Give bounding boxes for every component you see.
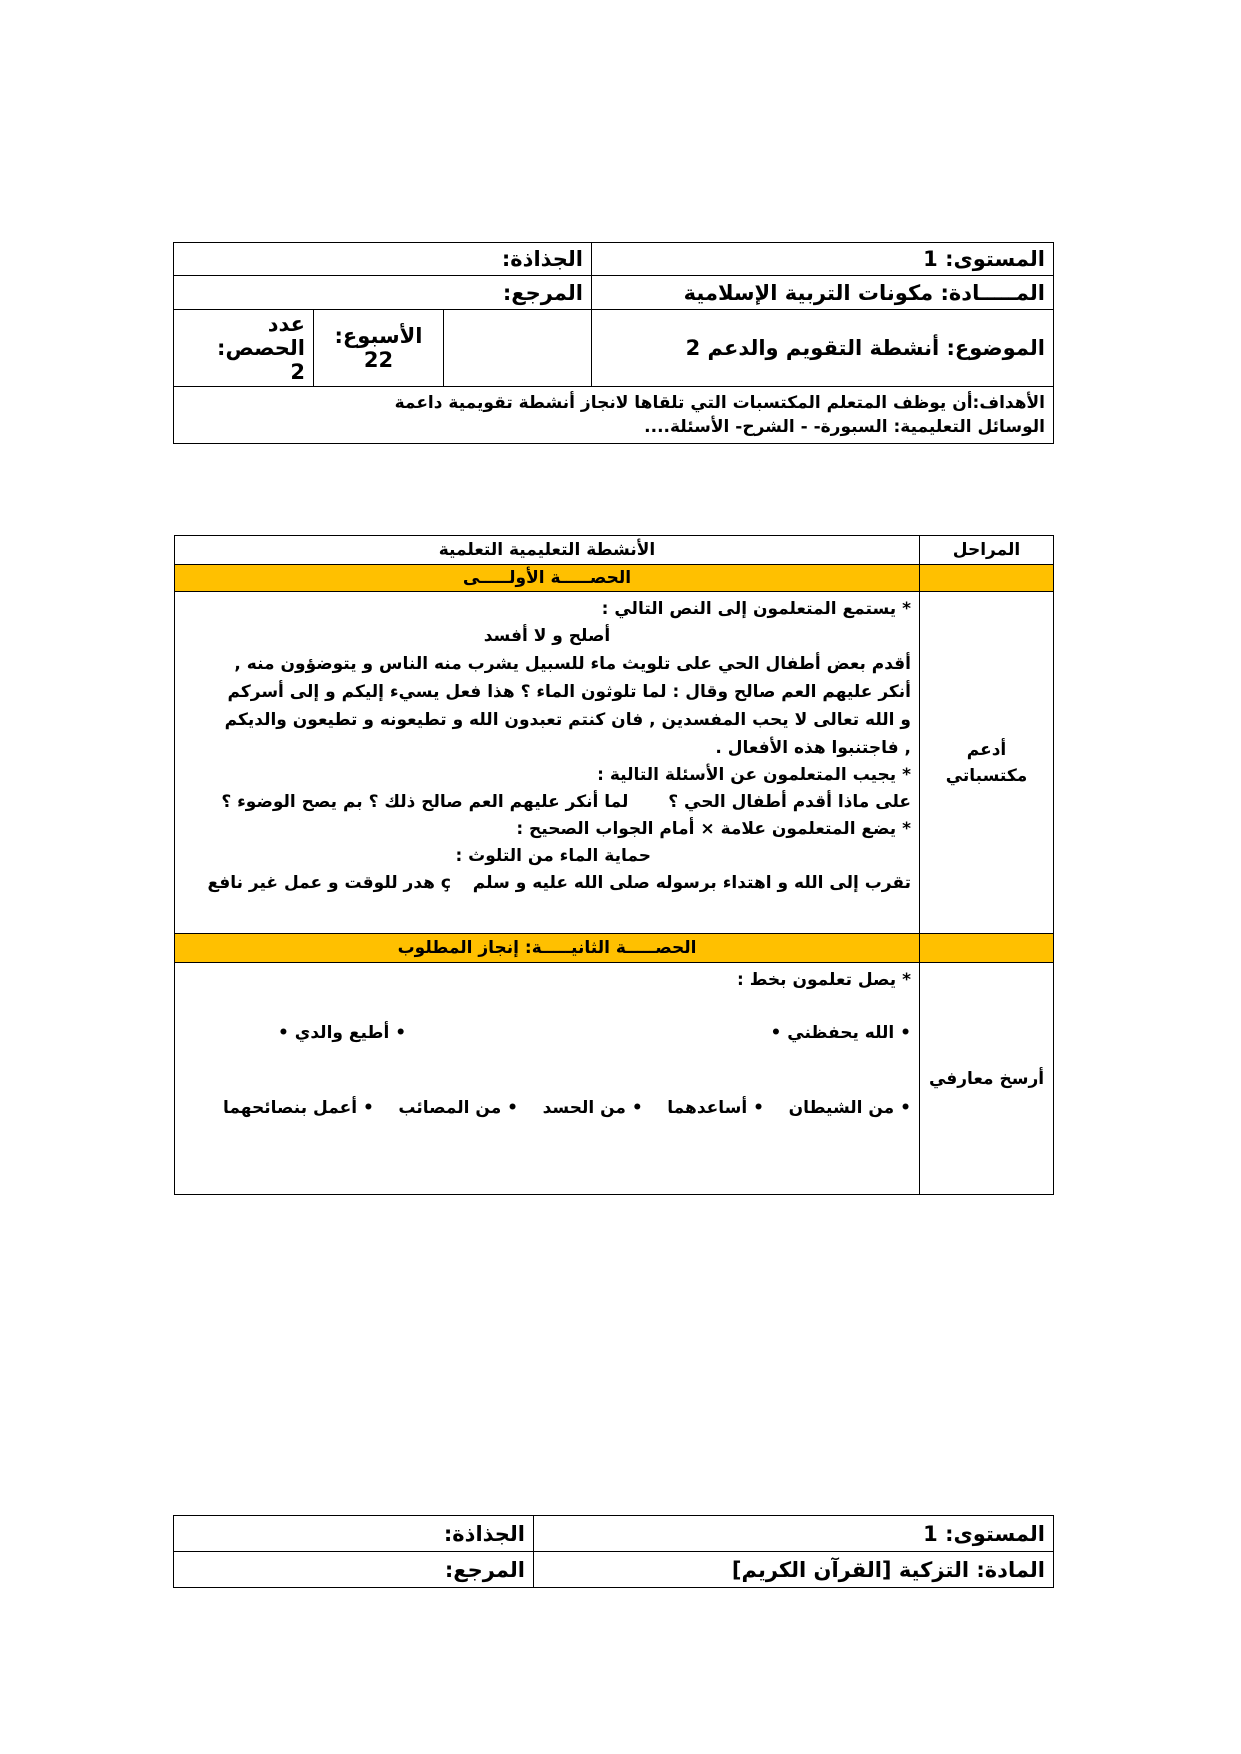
materials-text: الوسائل التعليمية: السبورة- - الشرح- الأسئلة.... [644,417,1046,437]
s1-instruction-mark: * يضع المتعلمون علامة × أمام الجواب الصحيح : [516,819,911,839]
s1-question-1: على ماذا أقدم أطفال الحي ؟ [668,792,911,812]
s2-item-allah-protects: • الله يحفظني • [770,1023,911,1043]
s1-question-2: لما أنكر عليهم العم صالح ذلك ؟ بم يصح الوضوء ؟ [221,792,629,812]
level-cell-2: المستوى: 1 [534,1516,1054,1552]
session1-band-stage [920,565,1054,592]
session2-band-stage [920,934,1054,963]
next-lesson-header-table [173,1515,1054,1588]
s1-questions [183,789,911,816]
reference-cell-2: المرجع: [174,1552,534,1588]
week-label [444,310,592,387]
s2-instruction: * يصل تعلمون بخط : [737,970,911,990]
session2-title: الحصـــــة الثانيـــــة: إنجاز المطلوب [175,934,920,963]
s2-item-from-misfortunes: • من المصائب [398,1098,519,1118]
s2-item-from-envy: • من الحسد [542,1098,643,1118]
s1-mcq-question: حماية الماء من التلوث : [455,846,651,866]
topic-cell: الموضوع: أنشطة التقويم والدعم 2 [592,310,1054,387]
col-activities-header: الأنشطة التعليمية التعلمية [175,536,920,565]
level-cell: المستوى: 1 [592,243,1054,276]
sessions-cell [174,310,314,387]
s1-option-1: تقرب إلى الله و اهتداء برسوله صلى الله عليه و سلم [472,873,911,893]
s1-text-body: أقدم بعض أطفال الحي على تلويث ماء للسبيل يشرب منه الناس و يتوضؤون منه , أنكر عليهم العم صالح وقال : لما تلوثون الماء ؟ هذا فعل يسيء إليكم و إلى أسركم و الله تعالى لا يحب المفسدين , فان كنتم تعبدون الله و تطيعونه و تطيعون والديكم , فاجتنبوا هذه الأفعال . [224,654,911,758]
stage1-cell: أدعم مكتسباتي [920,592,1054,934]
s2-row-2 [183,1095,911,1122]
cell-number-cell: الجذاذة: [174,243,592,276]
week-cell [314,310,444,387]
s2-item-from-satan: • من الشيطان [788,1098,911,1118]
lesson-header-table [173,242,1054,444]
session2-activities [175,963,920,1195]
s2-item-help-them: • أساعدهما [667,1098,764,1118]
objectives-cell [174,387,1054,444]
sessions-label: عدد الحصص: [217,312,306,360]
week-value: 22 [363,348,394,372]
s2-row-1 [183,1020,911,1047]
stage2-cell: أرسخ معارفي [920,963,1054,1195]
subject-cell: المـــــادة: مكونات التربية الإسلامية [592,276,1054,310]
s1-instruction-answer: * يجيب المتعلمون عن الأسئلة التالية : [597,765,911,785]
session1-title: الحصـــــة الأولـــــى [175,565,920,592]
col-stages-header: المراحل [920,536,1054,565]
sessions-value: 2 [290,360,306,384]
s2-item-obey-parents: • أطيع والدي • [278,1023,407,1043]
subject-cell-2: المادة: التزكية [القرآن الكريم] [534,1552,1054,1588]
activities-table [174,535,1054,1195]
week-label-text: الأسبوع: [334,324,423,348]
s2-item-follow-advice: • أعمل بنصائحهما [223,1098,374,1118]
s1-instruction-listen: * يستمع المتعلمون إلى النص التالي : [601,599,911,619]
objectives-text: الأهداف:أن يوظف المتعلم المكتسبات التي تلقاها لانجاز أنشطة تقويمية داعمة [394,393,1046,413]
s1-text-title: أصلح و لا أفسد [483,626,611,646]
s1-option-2: ҫ هدر للوقت و عمل غير نافع [207,873,451,893]
session1-activities [175,592,920,934]
cell-number-cell-2: الجذاذة: [174,1516,534,1552]
s1-mcq-options [183,870,911,897]
reference-cell: المرجع: [174,276,592,310]
